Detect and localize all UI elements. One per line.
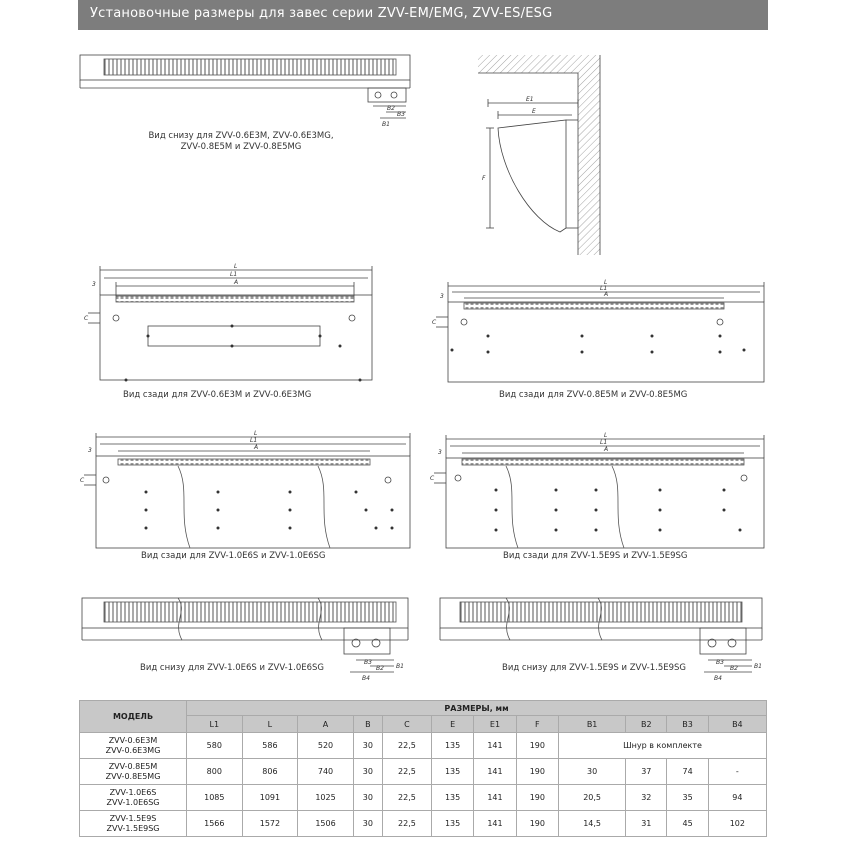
table-header-model: МОДЕЛЬ — [80, 701, 187, 733]
bottom-view-10 — [82, 598, 408, 672]
side-profile — [478, 55, 600, 255]
table-row — [80, 733, 767, 759]
bottom-view-06-08 — [80, 55, 410, 118]
model-name: ZVV-0.8E5MG — [105, 771, 161, 781]
cell-b4: - — [708, 759, 766, 785]
dim-label-c-15: C — [430, 475, 435, 482]
column-header: F — [516, 716, 558, 733]
dim-label-l-08: L — [604, 279, 608, 286]
column-header: A — [298, 716, 354, 733]
column-header: L — [242, 716, 298, 733]
column-header: B4 — [708, 716, 766, 733]
cell-b: 30 — [353, 759, 382, 785]
dim-label-b2-10: B2 — [376, 665, 384, 672]
cell-e1: 141 — [474, 811, 516, 837]
model-name: ZVV-1.5E9S — [109, 813, 157, 823]
cell-e1: 141 — [474, 733, 516, 759]
cell-b: 30 — [353, 733, 382, 759]
model-name: ZVV-0.6E3MG — [105, 745, 161, 755]
dim-label-b2-top: B2 — [387, 105, 395, 112]
cell-b1: 30 — [559, 759, 626, 785]
cell-e1: 141 — [474, 785, 516, 811]
cell-b: 30 — [353, 785, 382, 811]
cell-b3: 74 — [667, 759, 708, 785]
caption-rear-view-15: Вид сзади для ZVV-1.5E9S и ZVV-1.5E9SG — [503, 551, 688, 561]
dim-label-l1-06: L1 — [230, 271, 238, 278]
dim-label-b3-top: B3 — [397, 111, 405, 118]
cell-e: 135 — [431, 759, 473, 785]
cell-l: 1091 — [242, 785, 298, 811]
caption-line-1: Вид снизу для ZVV-0.6E3M, ZVV-0.6E3MG, — [148, 131, 334, 141]
column-header: B1 — [559, 716, 626, 733]
dimensions-table — [79, 700, 767, 837]
column-header: E — [431, 716, 473, 733]
cell-b2: 32 — [626, 785, 667, 811]
cell-e1: 141 — [474, 759, 516, 785]
cell-e: 135 — [431, 733, 473, 759]
cell-f: 190 — [516, 785, 558, 811]
dim-label-b4-15: B4 — [714, 675, 722, 682]
table-row — [80, 759, 767, 785]
cell-b1: 20,5 — [559, 785, 626, 811]
column-header: B3 — [667, 716, 708, 733]
dim-label-a-10: A — [254, 444, 259, 451]
page-title: Установочные размеры для завес серии ZVV-EM/EMG, ZVV-ES/ESG — [90, 6, 553, 21]
model-cell — [80, 759, 187, 785]
dim-label-f: F — [482, 175, 486, 182]
dim-label-b3-10: B3 — [364, 659, 372, 666]
column-header: L1 — [187, 716, 243, 733]
cell-b1: 14,5 — [559, 811, 626, 837]
cell-b2: 31 — [626, 811, 667, 837]
cell-cord-note: Шнур в комплекте — [559, 733, 767, 759]
model-name: ZVV-0.8E5M — [108, 761, 158, 771]
column-header: C — [382, 716, 431, 733]
rear-view-10 — [84, 433, 410, 548]
dim-label-b3-15: B3 — [716, 659, 724, 666]
table-row — [80, 811, 767, 837]
dim-label-3-15: 3 — [438, 449, 442, 456]
rear-view-08 — [436, 282, 764, 382]
cell-c: 22,5 — [382, 785, 431, 811]
cell-c: 22,5 — [382, 733, 431, 759]
cell-b4: 102 — [708, 811, 766, 837]
dim-label-a-08: A — [604, 291, 609, 298]
column-header: B2 — [626, 716, 667, 733]
cell-f: 190 — [516, 811, 558, 837]
cell-a: 520 — [298, 733, 354, 759]
dim-label-b1-top: B1 — [382, 121, 390, 128]
column-header: B — [353, 716, 382, 733]
cell-l: 806 — [242, 759, 298, 785]
dim-label-l1-08: L1 — [600, 285, 608, 292]
cell-b: 30 — [353, 811, 382, 837]
model-cell — [80, 811, 187, 837]
cell-b2: 37 — [626, 759, 667, 785]
cell-l: 586 — [242, 733, 298, 759]
dim-label-3-08: 3 — [440, 293, 444, 300]
dim-label-l-15: L — [604, 432, 608, 439]
caption-bottom-view-06-08 — [136, 131, 346, 153]
cell-a: 1025 — [298, 785, 354, 811]
model-cell — [80, 785, 187, 811]
cell-l1: 1566 — [187, 811, 243, 837]
rear-view-06 — [88, 266, 372, 382]
cell-l: 1572 — [242, 811, 298, 837]
cell-l1: 580 — [187, 733, 243, 759]
table-header-sizes: РАЗМЕРЫ, мм — [187, 701, 767, 716]
cell-c: 22,5 — [382, 811, 431, 837]
dim-label-a-15: A — [604, 446, 609, 453]
cell-a: 740 — [298, 759, 354, 785]
dim-label-c-10: C — [80, 477, 85, 484]
cell-b3: 35 — [667, 785, 708, 811]
model-name: ZVV-0.6E3M — [108, 735, 158, 745]
bottom-view-15 — [440, 598, 762, 672]
dim-label-b1-10: B1 — [396, 663, 404, 670]
cell-f: 190 — [516, 733, 558, 759]
dim-label-l-10: L — [254, 430, 258, 437]
cell-e: 135 — [431, 785, 473, 811]
model-name: ZVV-1.5E9SG — [106, 823, 160, 833]
cell-l1: 800 — [187, 759, 243, 785]
caption-rear-view-10: Вид сзади для ZVV-1.0E6S и ZVV-1.0E6SG — [141, 551, 326, 561]
dim-label-b2-15: B2 — [730, 665, 738, 672]
cell-a: 1506 — [298, 811, 354, 837]
caption-line-2: ZVV-0.8E5M и ZVV-0.8E5MG — [180, 142, 302, 152]
dim-label-e1: E1 — [526, 96, 534, 103]
cell-c: 22,5 — [382, 759, 431, 785]
cell-b4: 94 — [708, 785, 766, 811]
model-name: ZVV-1.0E6SG — [106, 797, 160, 807]
cell-b3: 45 — [667, 811, 708, 837]
dim-label-l1-15: L1 — [600, 439, 608, 446]
dim-label-a-06: A — [234, 279, 239, 286]
caption-bottom-view-15: Вид снизу для ZVV-1.5E9S и ZVV-1.5E9SG — [502, 663, 687, 673]
dim-label-3-10: 3 — [88, 447, 92, 454]
dim-label-3-06: 3 — [92, 281, 96, 288]
caption-rear-view-08: Вид сзади для ZVV-0.8E5M и ZVV-0.8E5MG — [499, 390, 688, 400]
model-name: ZVV-1.0E6S — [109, 787, 157, 797]
dim-label-e: E — [532, 108, 536, 115]
dim-label-c-08: C — [432, 319, 437, 326]
dim-label-b4-10: B4 — [362, 675, 370, 682]
dim-label-l-06: L — [234, 263, 238, 270]
model-cell — [80, 733, 187, 759]
cell-f: 190 — [516, 759, 558, 785]
table-row — [80, 785, 767, 811]
dim-label-c-06: C — [84, 315, 89, 322]
caption-rear-view-06: Вид сзади для ZVV-0.6E3M и ZVV-0.6E3MG — [123, 390, 312, 400]
caption-bottom-view-10: Вид снизу для ZVV-1.0E6S и ZVV-1.0E6SG — [140, 663, 325, 673]
cell-l1: 1085 — [187, 785, 243, 811]
dim-label-l1-10: L1 — [250, 437, 258, 444]
dim-label-b1-15: B1 — [754, 663, 762, 670]
column-header: E1 — [474, 716, 516, 733]
cell-e: 135 — [431, 811, 473, 837]
rear-view-15 — [434, 435, 764, 548]
